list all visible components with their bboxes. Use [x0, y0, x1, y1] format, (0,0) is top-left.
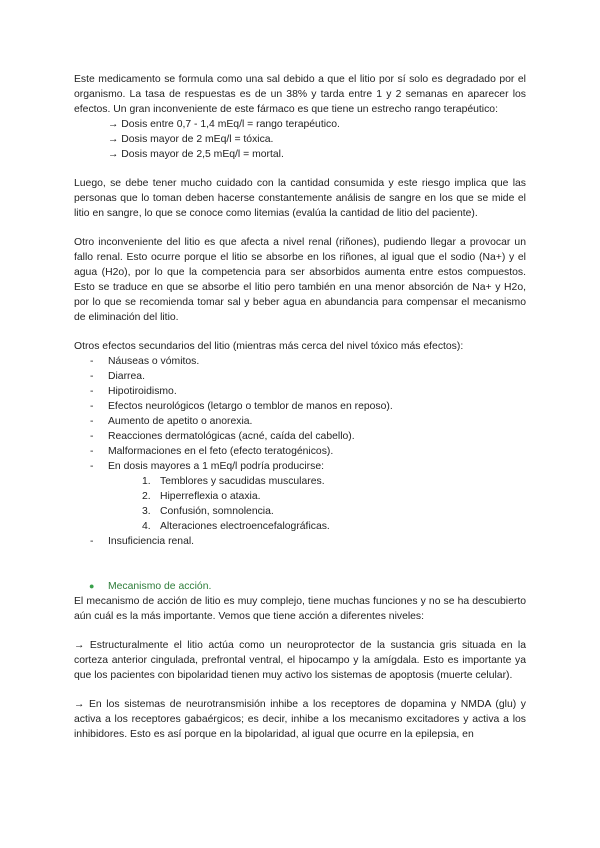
mechanism-intro: El mecanismo de acción de litio es muy complejo, tiene muchas funciones y no se ha descubierto aún cuál es la más importante. Vemos que tiene acción a diferentes niveles: [74, 596, 526, 622]
list-item: - Malformaciones en el feto (efecto teratogénicos). [74, 444, 526, 459]
mechanism-structural: → Estructuralmente el litio actúa como un neuroprotector de la sustancia gris situada en la corteza anterior cingulada, prefrontal ventral, el hipocampo y la amígdala. Esto es importante ya que los pacientes con bipolaridad tienen muy activo los sistemas de apoptosis (muerte celular). [74, 640, 526, 681]
dose-line: → Dosis mayor de 2 mEq/l = tóxica. [108, 134, 274, 145]
dose-line: → Dosis mayor de 2,5 mEq/l = mortal. [108, 149, 284, 160]
high-dose-list [108, 474, 526, 534]
list-item-text: En dosis mayores a 1 mEq/l podría producirse: [108, 461, 324, 472]
item-text: Alteraciones electroencefalográficas. [160, 521, 330, 532]
effects-title: Otros efectos secundarios del litio (mientras más cerca del nivel tóxico más efectos): [74, 341, 464, 352]
item-number: 2. [142, 491, 151, 502]
numbered-item [108, 489, 526, 504]
item-number: 4. [142, 521, 151, 532]
list-item [74, 459, 526, 534]
item-text: Hiperreflexia o ataxia. [160, 491, 261, 502]
item-number: 3. [142, 506, 151, 517]
list-item: - Insuficiencia renal. [74, 534, 526, 549]
care-paragraph: Luego, se debe tener mucho cuidado con la cantidad consumida y este riesgo implica que las personas que lo toman deben hacerse constantemente análisis de sangre en los que se mide el litio en sangre, lo que se conoce como litemias (evalúa la cantidad de litio del paciente). [74, 178, 526, 219]
section-heading-text: Mecanismo de acción. [108, 581, 212, 592]
numbered-item [108, 504, 526, 519]
numbered-item [108, 474, 526, 489]
mechanism-neuro: → En los sistemas de neurotransmisión inhibe a los receptores de dopamina y NMDA (glu) y activa a los receptores gabaérgicos; es decir, inhibe a los mecanismo excitadores y activa a los inhibidores. Esto es así porque en la bipolaridad, al igual que ocurre en la epilepsia, en [74, 699, 526, 740]
section-heading [74, 579, 526, 594]
item-text: Confusión, somnolencia. [160, 506, 274, 517]
list-item: - Hipotiroidismo. [74, 384, 526, 399]
intro-paragraph: Este medicamento se formula como una sal debido a que el litio por sí solo es degradado por el organismo. La tasa de respuestas es de un 38% y tarda entre 1 y 2 semanas en aparecer los efectos. Un gran inconveniente de este fármaco es que tiene un estrecho rango terapéutico: [74, 74, 526, 115]
dose-line: → Dosis entre 0,7 - 1,4 mEq/l = rango terapéutico. [108, 119, 340, 130]
dose-list [74, 117, 526, 162]
list-item: - Diarrea. [74, 369, 526, 384]
list-item: - Aumento de apetito o anorexia. [74, 414, 526, 429]
document-page [74, 72, 526, 742]
numbered-item [108, 519, 526, 534]
bullet-icon: ● [89, 581, 95, 591]
list-item: - Efectos neurológicos (letargo o temblor de manos en reposo). [74, 399, 526, 414]
item-number: 1. [142, 476, 151, 487]
list-item: - Reacciones dermatológicas (acné, caída del cabello). [74, 429, 526, 444]
item-text: Temblores y sacudidas musculares. [160, 476, 325, 487]
list-item: - Náuseas o vómitos. [74, 354, 526, 369]
effects-list [74, 354, 526, 549]
renal-paragraph: Otro inconveniente del litio es que afecta a nivel renal (riñones), pudiendo llegar a provocar un fallo renal. Esto ocurre porque el litio se absorbe en los riñones, al igual que el sodio (Na+) y el agua (H2o), por lo que la competencia para ser absorbidos aumenta entre estos compuestos. Esto se traduce en que se absorbe el litio pero también en una menor absorción de Na+ y H2o, por lo que se recomienda tomar sal y beber agua en abundancia para compensar el mecanismo de eliminación del litio. [74, 237, 526, 323]
